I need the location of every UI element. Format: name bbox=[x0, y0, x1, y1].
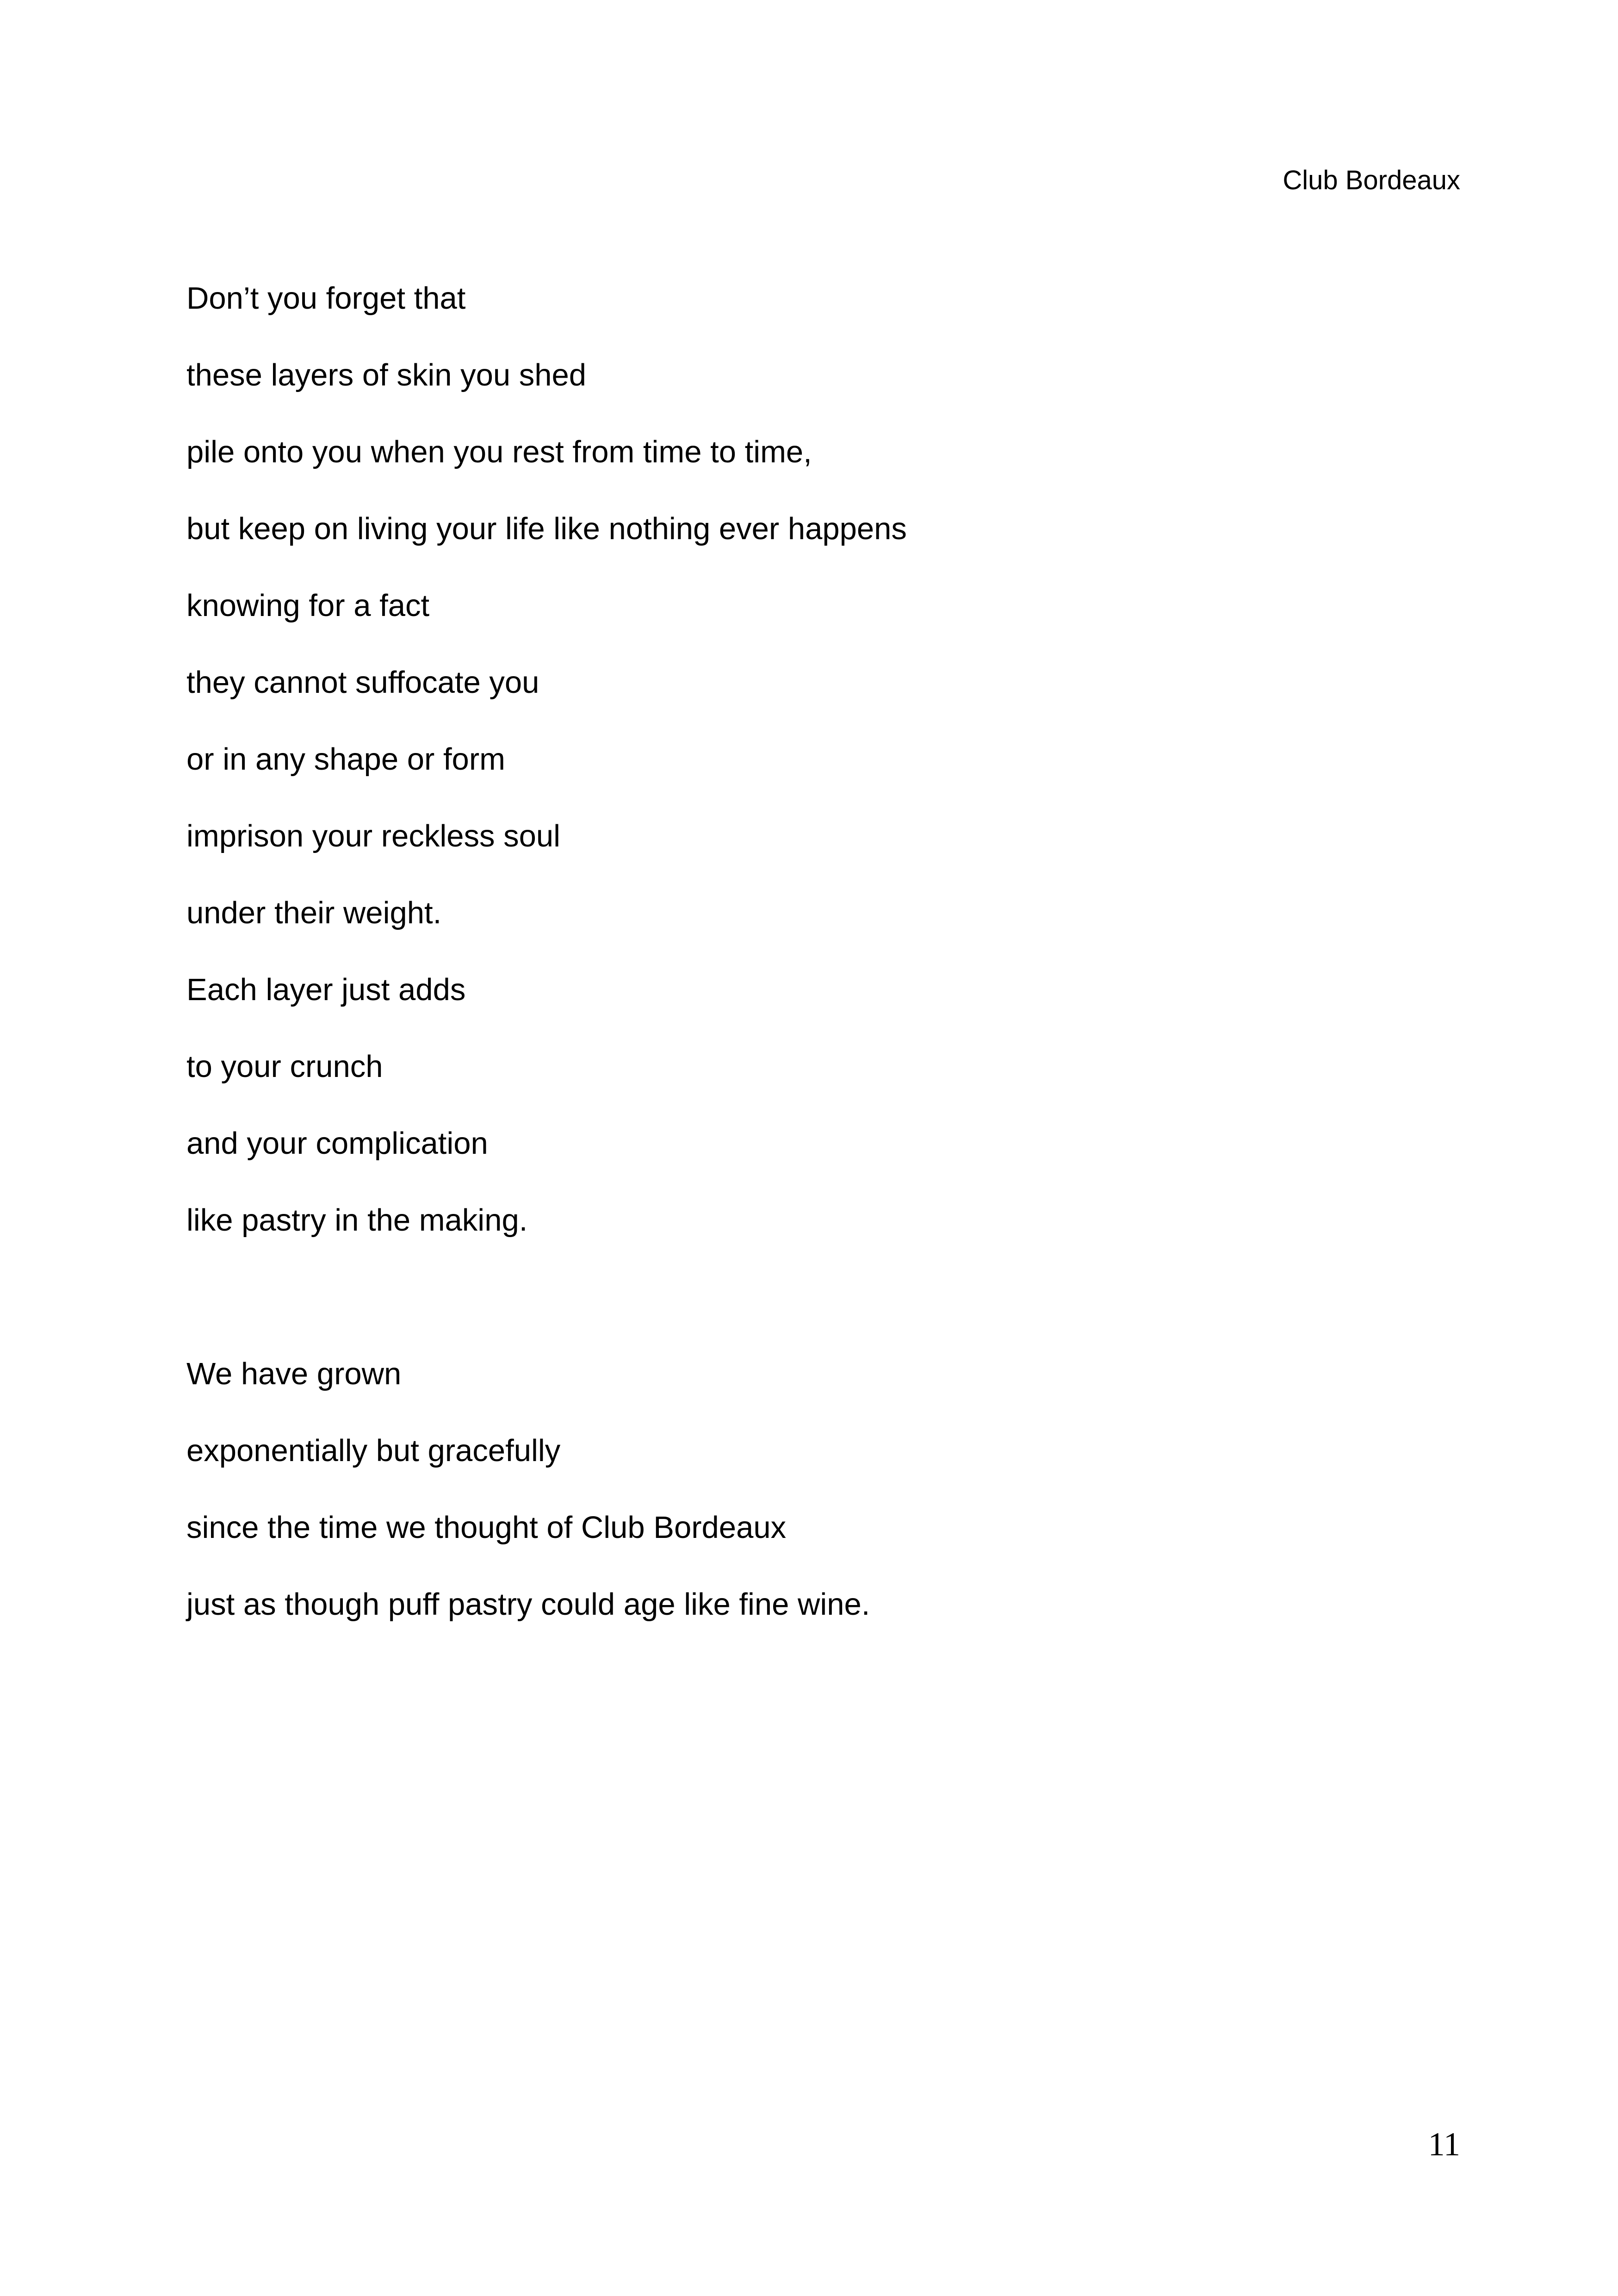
poem-line: to your crunch bbox=[186, 1049, 383, 1084]
page-number: 11 bbox=[1428, 2126, 1460, 2163]
poem-line: or in any shape or form bbox=[186, 742, 505, 777]
poem-line: Don’t you forget that bbox=[186, 281, 466, 316]
stanza-1 bbox=[186, 275, 1436, 1274]
poem-line: knowing for a fact bbox=[186, 588, 430, 623]
poem-line: exponentially but gracefully bbox=[186, 1433, 561, 1468]
poem-line: imprison your reckless soul bbox=[186, 819, 560, 853]
poem-line: these layers of skin you shed bbox=[186, 358, 587, 392]
poem-line: Each layer just adds bbox=[186, 972, 466, 1007]
poem-line: they cannot suffocate you bbox=[186, 665, 539, 700]
poem-body bbox=[186, 275, 1436, 1658]
poem-line: like pastry in the making. bbox=[186, 1203, 528, 1238]
running-header: Club Bordeaux bbox=[1283, 165, 1460, 195]
poem-line: pile onto you when you rest from time to time, bbox=[186, 435, 812, 469]
stanza-2 bbox=[186, 1351, 1436, 1658]
poem-line: since the time we thought of Club Bordeaux bbox=[186, 1510, 787, 1545]
poem-line: but keep on living your life like nothing ever happens bbox=[186, 511, 907, 546]
poem-line: and your complication bbox=[186, 1126, 488, 1161]
poem-line: We have grown bbox=[186, 1356, 402, 1391]
poem-line: under their weight. bbox=[186, 896, 442, 930]
poem-line: just as though puff pastry could age like fine wine. bbox=[186, 1587, 870, 1622]
